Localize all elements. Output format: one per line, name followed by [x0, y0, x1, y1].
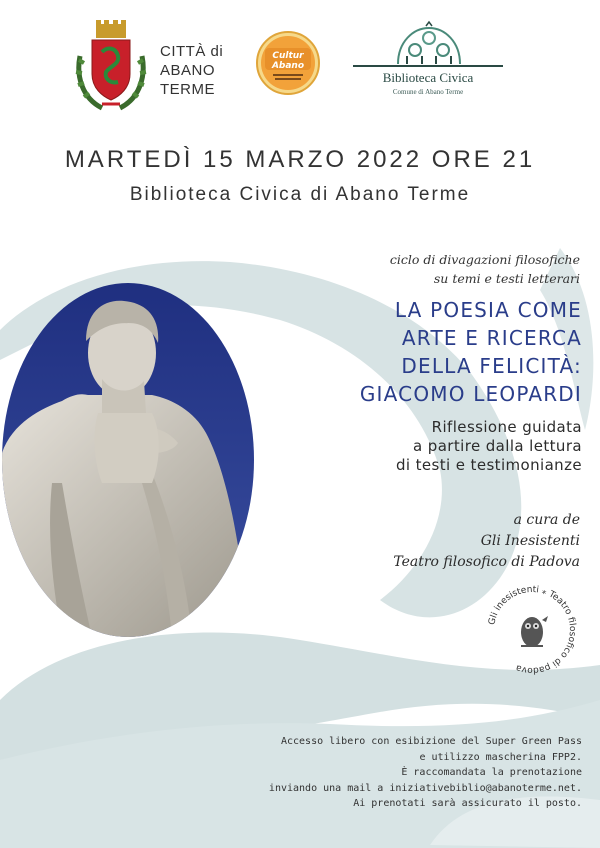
owl-icon — [521, 616, 548, 647]
info-line-1: Accesso libero con esibizione del Super Green Pass — [280, 736, 582, 747]
city-line-3: TERME — [160, 81, 215, 98]
curated-by — [280, 510, 580, 573]
city-line-1: CITTÀ di — [160, 43, 224, 60]
cycle-line-1: ciclo di divagazioni filosofiche — [389, 252, 580, 267]
svg-text:Gli inesistenti ⁎ Teatro filos: Gli inesistenti ⁎ Teatro filosofico di padova — [487, 584, 578, 676]
access-info — [202, 734, 582, 812]
info-line-2: e utilizzo mascherina FPP2. — [419, 751, 582, 763]
library-logo-subtitle: Comune di Abano Terme — [392, 88, 464, 96]
event-venue: Biblioteca Civica di Abano Terme — [129, 184, 471, 205]
subtitle-line-1: Riflessione guidata — [431, 418, 582, 436]
cycle-line-2: su temi e testi letterari — [433, 271, 580, 286]
title-line-4: GIACOMO LEOPARDI — [359, 382, 582, 406]
gli-inesistenti-logo — [482, 580, 582, 680]
info-line-3: È raccomandata la prenotazione — [401, 767, 582, 778]
curated-line-3: Teatro filosofico di Padova — [393, 554, 580, 570]
title-line-3: DELLA FELICITÀ: — [401, 354, 582, 378]
info-line-4: inviando una mail a iniziativebiblio@abanoterme.net. — [268, 782, 582, 794]
event-subtitle — [282, 418, 582, 475]
leopardi-statue-photo — [2, 283, 254, 637]
city-name-text — [160, 42, 223, 99]
subtitle-line-2: a partire dalla lettura — [413, 437, 582, 455]
curated-line-2: Gli Inesistenti — [480, 533, 580, 549]
title-line-2: ARTE E RICERCA — [401, 326, 582, 350]
svg-text:Abano: Abano — [271, 61, 305, 71]
cycle-description — [280, 250, 580, 288]
event-title — [282, 296, 582, 408]
info-line-5: Ai prenotati sarà assicurato il posto. — [353, 798, 582, 809]
event-date: MARTEDÌ 15 MARZO 2022 ORE 21 — [64, 146, 536, 173]
svg-text:Cultur: Cultur — [272, 51, 304, 61]
city-line-2: ABANO — [160, 62, 216, 79]
cultur-abano-logo — [255, 30, 321, 96]
subtitle-line-3: di testi e testimonianze — [395, 456, 582, 474]
title-line-1: LA POESIA COME — [394, 298, 582, 322]
city-crest-logo — [72, 18, 150, 114]
curated-line-1: a cura de — [513, 512, 580, 528]
library-logo-name: Biblioteca Civica — [382, 70, 474, 85]
